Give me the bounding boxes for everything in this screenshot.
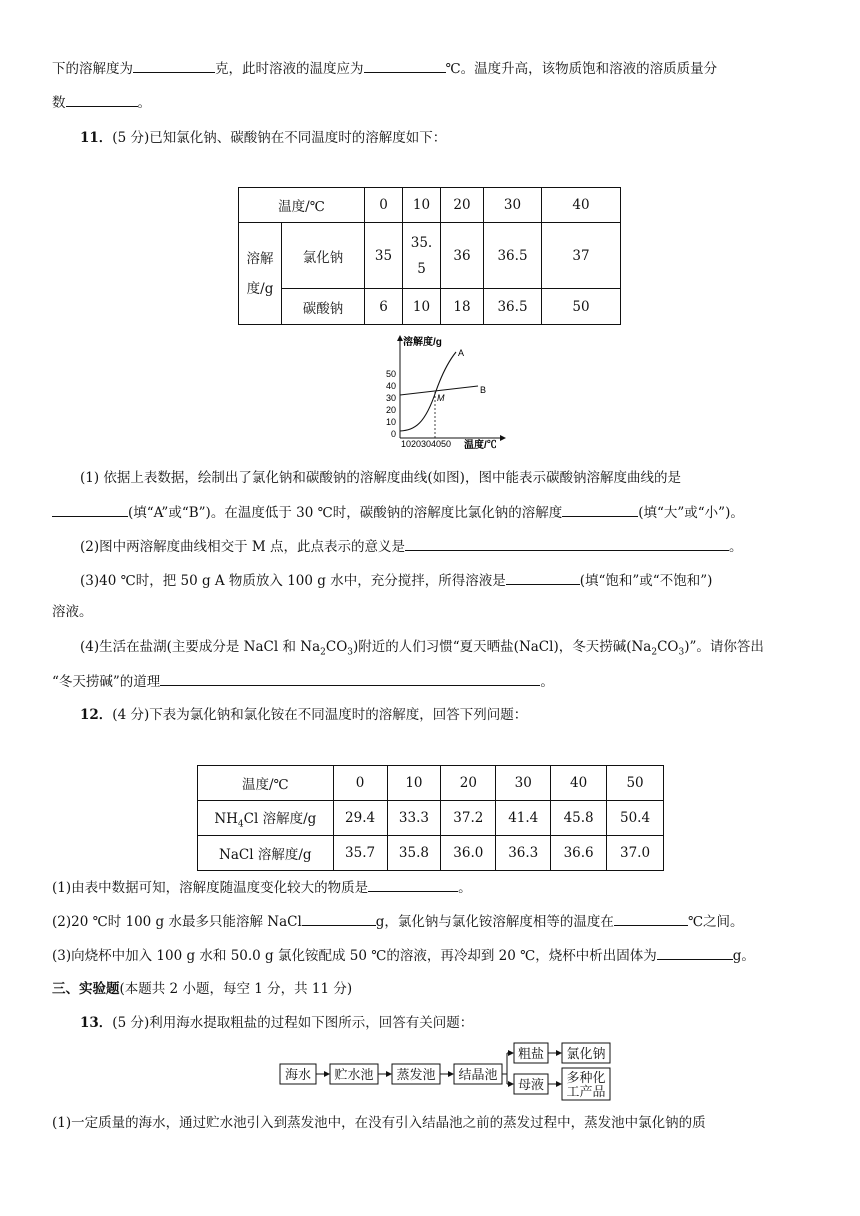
y-axis-label: 溶解度/g [403,337,442,348]
q11-s3-line-1 [80,570,712,591]
node-seawater-label: 海水 [284,1068,312,1083]
q10-text: 。 [137,95,151,111]
node-chemical-products-label: 工产品 [566,1085,606,1100]
q13-s1 [52,1113,706,1133]
node-sodium-chloride-label: 氯化钠 [566,1047,606,1062]
q12-s3 [52,945,755,966]
question-text: g。 [732,948,755,964]
table-cell: 50.4 [607,801,664,836]
y-tick-label: 20 [385,405,396,415]
table-cell: 36.6 [551,836,607,871]
section-title: 三、实验题 [52,981,120,997]
question-text: (填“A”或“B”)。在温度低于 30 ℃时，碳酸钠的溶解度比氯化钠的溶解度 [128,505,563,521]
table-row-label: $NH_4Cl$ 溶解度/g [198,801,334,836]
table-cell: 40 [542,188,621,223]
question-text: 。 [458,880,472,896]
question-text: (4 分)下表为氯化钠和氯化铵在不同温度时的溶解度，回答下列问题： [112,707,528,723]
x-tick-labels: 1020304050 [401,439,452,449]
answer-blank[interactable] [368,877,458,892]
y-tick-label: 40 [385,381,396,391]
y-tick-label: 50 [385,369,396,379]
table-cell: 36.5 [484,289,542,325]
table-cell: 35. 5 [403,223,441,289]
table-cell: 10 [403,188,441,223]
question-text: g，氯化钠与氯化铵溶解度相等的温度在 [375,914,614,930]
table-cell: 35.7 [333,836,387,871]
answer-blank[interactable] [506,570,580,585]
answer-blank[interactable] [160,671,540,686]
q11-s1-line-2 [52,502,744,523]
table-row-label: NaCl 溶解度/g [198,836,334,871]
q12-intro [80,705,527,725]
q11-s3-line-2 [52,602,93,622]
q11-s1-line-1 [80,468,681,488]
q10-text: 下的溶解度为 [52,61,133,77]
question-text: “冬天捞碱”的道理 [52,674,161,690]
salt-process-flowchart [276,1040,616,1102]
table-row-label: 氯化钠 [282,223,365,289]
table-cell: 36 [441,223,484,289]
table-group-label: 溶解 度/g [239,223,282,325]
q10-text: ℃。温度升高，该物质饱和溶液的溶质质量分 [445,61,718,77]
q11-solubility-table [238,187,621,325]
node-chemical-products-label: 多种化 [566,1071,606,1086]
point-m-label: M [437,393,445,403]
question-text: 。 [540,674,554,690]
answer-blank[interactable] [302,911,376,926]
question-text: (1)由表中数据可知，溶解度随温度变化较大的物质是 [52,880,369,896]
answer-blank[interactable] [133,58,215,73]
question-text: (2)20 ℃时 100 g 水最多只能溶解 NaCl [52,914,302,930]
question-text: (5 分)已知氯化钠、碳酸钠在不同温度时的溶解度如下： [112,130,447,146]
q10-line-2 [52,92,151,113]
node-reservoir-label: 贮水池 [334,1068,374,1083]
table-cell: 37.2 [441,801,496,836]
table-cell: 36.0 [441,836,496,871]
q10-text: 克，此时溶液的温度应为 [215,61,364,77]
q12-s2 [52,911,744,932]
y-tick-label: 10 [385,417,396,427]
q10-text: 数 [52,95,66,111]
node-crude-salt-label: 粗盐 [517,1047,545,1062]
question-text: (1)一定质量的海水，通过贮水池引入到蒸发池中，在没有引入结晶池之前的蒸发过程中，蒸发池中氯化钠的质 [52,1115,706,1131]
table-row-label: 碳酸钠 [282,289,365,325]
answer-blank[interactable] [562,502,638,517]
answer-blank[interactable] [52,502,128,517]
table-cell: 6 [365,289,403,325]
q11-s4-line-1: (4)生活在盐湖(主要成分是 NaCl 和 $Na_2CO_3$)附近的人们习惯“夏天晒盐(NaCl)，冬天捞碱$(Na_2CO_3)$”。请你答出 [80,639,764,658]
table-cell: 35 [365,223,403,289]
table-cell: 20 [441,188,484,223]
solubility-chart [370,334,510,452]
table-cell: 35.8 [387,836,441,871]
question-text: (3)向烧杯中加入 100 g 水和 50.0 g 氯化铵配成 50 ℃的溶液，再冷却到 20 ℃，烧杯中析出固体为 [52,948,657,964]
q11-s4-line-2 [52,671,554,692]
question-number: 12． [80,707,113,723]
table-cell: 30 [496,766,551,801]
table-cell: 36.5 [484,223,542,289]
question-text: (5 分)利用海水提取粗盐的过程如下图所示，回答有关问题： [112,1015,474,1031]
table-cell: 10 [403,289,441,325]
answer-blank[interactable] [405,536,729,551]
q13-intro [80,1013,473,1033]
q10-line-1 [52,58,717,79]
curve-b-label: B [480,385,487,395]
table-cell: 37.0 [607,836,664,871]
question-text: (1) 依据上表数据，绘制出了氯化钠和碳酸钠的溶解度曲线(如图)，图中能表示碳酸钠溶解度曲线的是 [80,470,681,486]
section-subtitle: (本题共 2 小题，每空 1 分，共 11 分) [119,981,353,997]
table-cell: 20 [441,766,496,801]
table-cell: 40 [551,766,607,801]
table-cell: 0 [365,188,403,223]
question-text: ℃之间。 [687,914,744,930]
table-cell: 36.3 [496,836,551,871]
table-cell: 45.8 [551,801,607,836]
y-tick-label: 0 [390,429,396,439]
node-mother-liquor-label: 母液 [517,1078,545,1093]
question-text: (3)40 ℃时，把 50 g A 物质放入 100 g 水中，充分搅拌，所得溶液是 [80,573,506,589]
answer-blank[interactable] [66,92,138,107]
curve-a-label: A [458,348,465,358]
question-text: 。 [729,539,743,555]
table-cell: 50 [607,766,664,801]
answer-blank[interactable] [657,945,733,960]
question-number: 13． [80,1015,113,1031]
question-text: (2)图中两溶解度曲线相交于 M 点，此点表示的意义是 [80,539,406,555]
node-evaporation-label: 蒸发池 [396,1068,436,1083]
y-tick-label: 30 [385,393,396,403]
x-axis-label: 温度/℃ [464,440,497,451]
table-cell: 0 [333,766,387,801]
table-cell: 30 [484,188,542,223]
q12-solubility-table [197,765,664,871]
table-header: 温度/℃ [198,766,334,801]
question-text: (填“大”或“小”)。 [638,505,744,521]
q11-s2 [80,536,743,557]
table-cell: 37 [542,223,621,289]
node-crystallization-label: 结晶池 [458,1068,498,1083]
question-text: 溶液。 [52,604,93,620]
table-cell: 41.4 [496,801,551,836]
section-3-heading [52,979,352,999]
table-header: 温度/℃ [239,188,365,223]
question-number: 11． [80,130,113,146]
table-cell: 18 [441,289,484,325]
answer-blank[interactable] [614,911,688,926]
table-cell: 10 [387,766,441,801]
q11-intro [80,128,446,148]
table-cell: 33.3 [387,801,441,836]
answer-blank[interactable] [364,58,446,73]
question-text: (填“饱和”或“不饱和”) [579,573,713,589]
q12-s1 [52,877,472,898]
table-cell: 50 [542,289,621,325]
table-cell: 29.4 [333,801,387,836]
